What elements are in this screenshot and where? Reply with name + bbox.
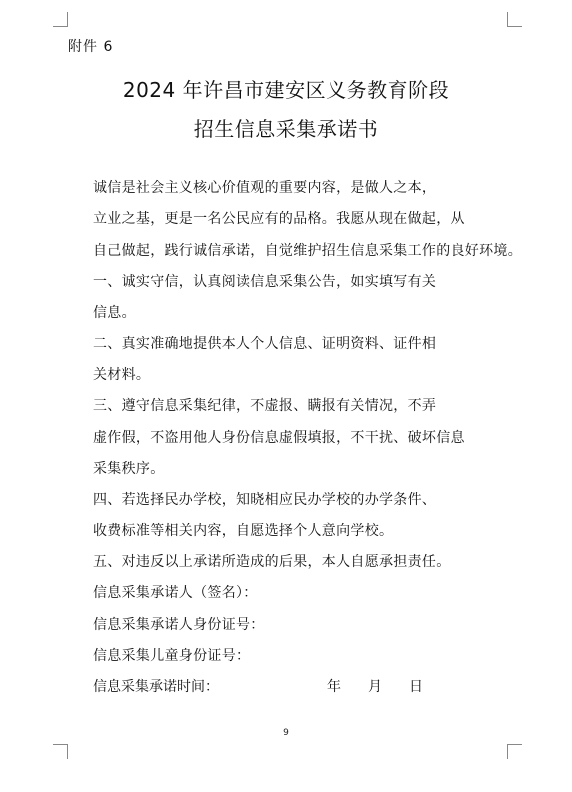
commitment-4-cont: 收费标准等相关内容，自愿选择个人意向学校。 <box>93 523 394 539</box>
signature-name-label: 信息采集承诺人（签名）： <box>93 585 258 601</box>
crop-mark-bottom-right <box>507 744 522 759</box>
crop-mark-top-right <box>507 12 522 27</box>
commitment-2: 二、真实准确地提供本人个人信息、证明资料、证件相 <box>93 336 437 352</box>
commitment-4: 四、若选择民办学校，知晓相应民办学校的办学条件、 <box>93 492 437 508</box>
crop-mark-top-left <box>53 12 68 27</box>
signature-time-row <box>93 676 453 696</box>
document-title-line-1: 2024 年许昌市建安区义务教育阶段 <box>122 78 450 102</box>
commitment-5: 五、对违反以上承诺所造成的后果，本人自愿承担责任。 <box>93 554 451 570</box>
signer-id-label: 信息采集承诺人身份证号： <box>93 617 265 633</box>
body-line: 诚信是社会主义核心价值观的重要内容，是做人之本， <box>93 180 437 196</box>
page-number: 9 <box>283 728 289 738</box>
commitment-3-cont: 虚作假，不盗用他人身份信息虚假填报，不干扰、破坏信息 <box>93 430 465 446</box>
month-label: 月 <box>368 679 382 695</box>
crop-mark-bottom-left <box>53 744 68 759</box>
body-line: 自己做起，践行诚信承诺，自觉维护招生信息采集工作的良好环境。 <box>93 243 522 259</box>
commitment-2-cont: 关材料。 <box>93 367 151 383</box>
body-line: 立业之基，更是一名公民应有的品格。我愿从现在做起，从 <box>93 211 465 227</box>
commitment-1-cont: 信息。 <box>93 305 136 321</box>
commitment-3: 三、遵守信息采集纪律，不虚报、瞒报有关情况，不弄 <box>93 398 437 414</box>
day-label: 日 <box>409 679 423 695</box>
signature-time-label: 信息采集承诺时间： <box>93 679 219 695</box>
attachment-label: 附件 6 <box>68 39 114 55</box>
commitment-1: 一、诚实守信，认真阅读信息采集公告，如实填写有关 <box>93 274 437 290</box>
year-label: 年 <box>327 679 341 695</box>
child-id-label: 信息采集儿童身份证号： <box>93 648 251 664</box>
document-title-line-2: 招生信息采集承诺书 <box>193 117 379 141</box>
commitment-3-cont: 采集秩序。 <box>93 461 165 477</box>
